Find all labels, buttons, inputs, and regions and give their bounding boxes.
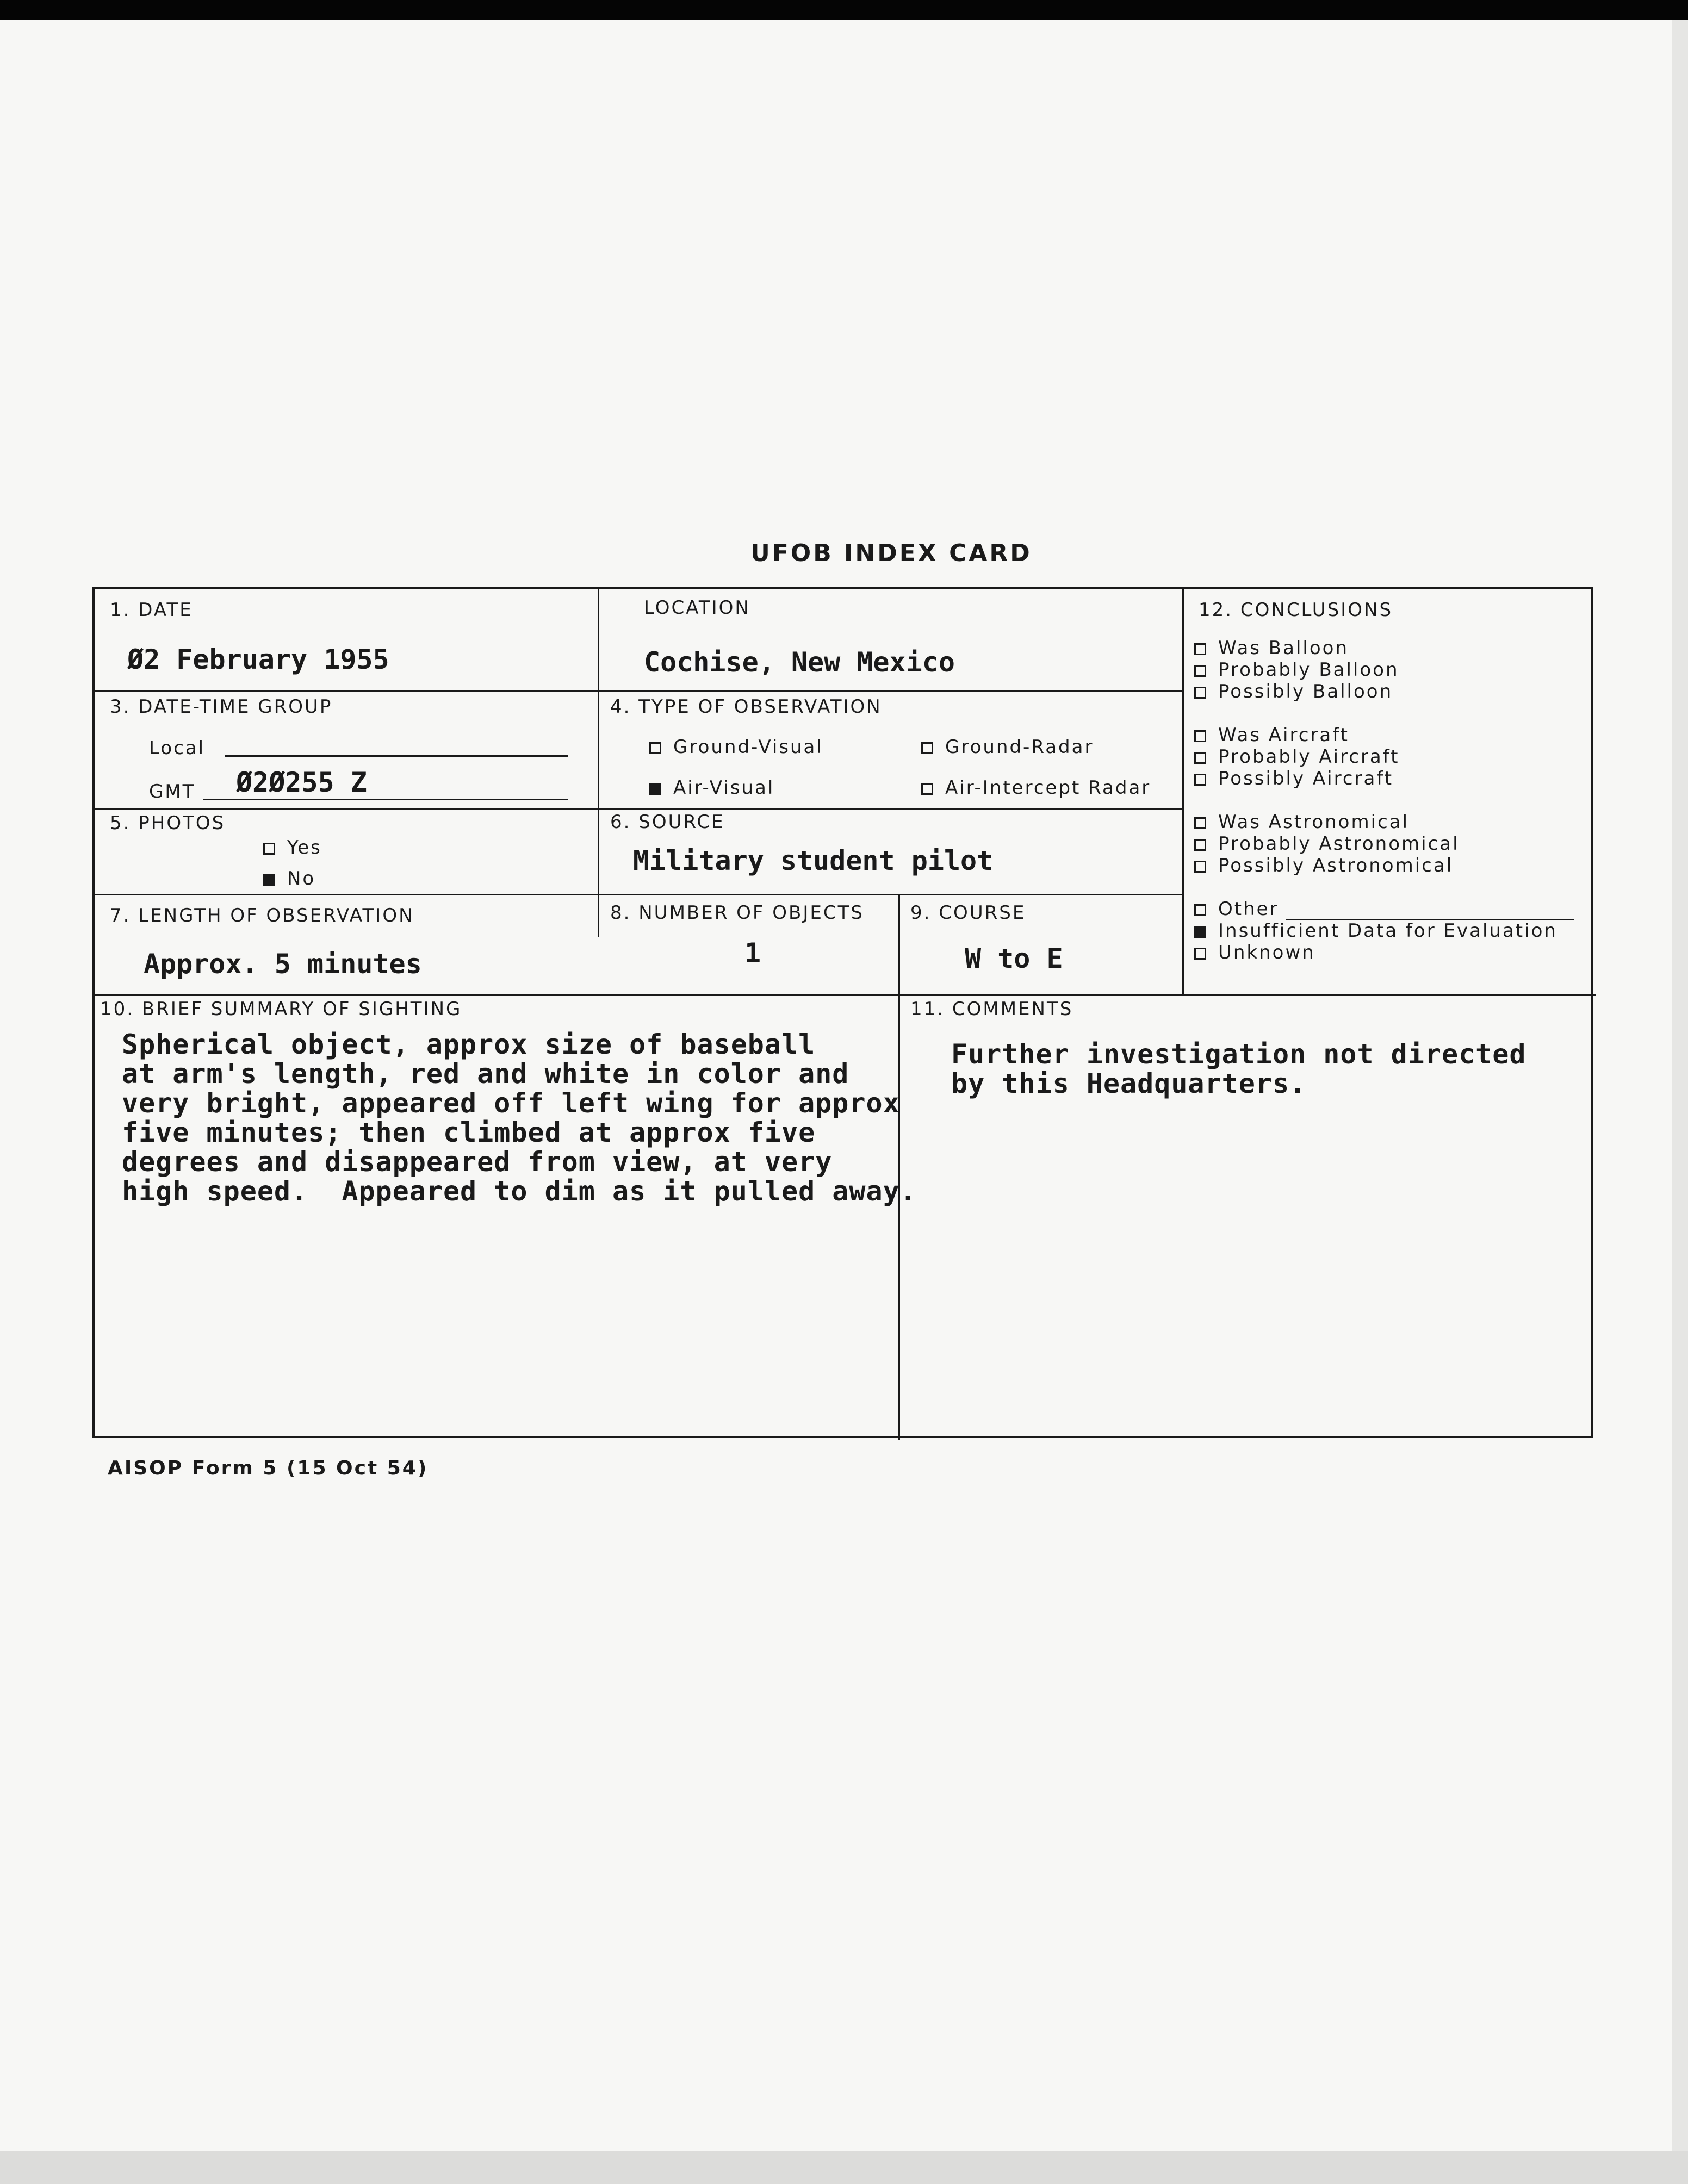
checkbox-icon [649, 742, 661, 754]
location-label: LOCATION [644, 597, 750, 619]
checkbox-icon [921, 742, 933, 754]
summary-line: Spherical object, approx size of baseball [122, 1029, 816, 1060]
form-id: AISOP Form 5 (15 Oct 54) [108, 1457, 429, 1479]
conclusion-was-aircraft[interactable]: Was Aircraft [1194, 724, 1349, 746]
index-card [92, 587, 1593, 1438]
comments-line: by this Headquarters. [951, 1068, 1307, 1099]
film-border-bottom [0, 2151, 1688, 2184]
conclusion-probably-balloon[interactable]: Probably Balloon [1194, 659, 1399, 681]
date-label: 1. DATE [110, 599, 193, 621]
type-obs-air-visual[interactable]: Air-Visual [649, 777, 774, 799]
summary-line: very bright, appeared off left wing for approx [122, 1087, 900, 1119]
dtg-gmt-line [203, 799, 568, 800]
dtg-local-label: Local [149, 737, 206, 759]
conclusion-possibly-aircraft[interactable]: Possibly Aircraft [1194, 768, 1393, 789]
source-label: 6. SOURCE [610, 811, 725, 833]
num-objects-label: 8. NUMBER OF OBJECTS [610, 902, 864, 924]
type-obs-ground-visual[interactable]: Ground-Visual [649, 736, 823, 758]
checkbox-icon [263, 843, 275, 855]
checkbox-icon [1194, 948, 1206, 960]
summary-line: five minutes; then climbed at approx five [122, 1117, 816, 1148]
checkbox-icon [921, 783, 933, 795]
card-title: UFOB INDEX CARD [750, 539, 1032, 567]
summary-line: high speed. Appeared to dim as it pulled away. [122, 1175, 917, 1207]
conclusion-possibly-balloon[interactable]: Possibly Balloon [1194, 681, 1393, 702]
photos-yes[interactable]: Yes [263, 837, 322, 858]
conclusion-possibly-astronomical[interactable]: Possibly Astronomical [1194, 855, 1453, 876]
location-value: Cochise, New Mexico [644, 646, 955, 678]
checkbox-checked-icon [649, 783, 661, 795]
checkbox-checked-icon [1194, 926, 1206, 938]
photos-no[interactable]: No [263, 868, 315, 889]
checkbox-icon [1194, 643, 1206, 655]
conclusions-label: 12. CONCLUSIONS [1199, 599, 1393, 621]
course-label: 9. COURSE [910, 902, 1026, 924]
summary-label: 10. BRIEF SUMMARY OF SIGHTING [100, 998, 462, 1020]
checkbox-icon [1194, 730, 1206, 742]
conclusion-probably-aircraft[interactable]: Probably Aircraft [1194, 746, 1399, 768]
conclusion-other[interactable]: Other [1194, 898, 1279, 920]
type-obs-label: 4. TYPE OF OBSERVATION [610, 696, 882, 718]
checkbox-checked-icon [263, 874, 275, 886]
course-value: W to E [965, 943, 1063, 974]
conclusion-probably-astronomical[interactable]: Probably Astronomical [1194, 833, 1460, 855]
checkbox-icon [1194, 687, 1206, 699]
conclusion-insufficient-data[interactable]: Insufficient Data for Evaluation [1194, 920, 1557, 942]
checkbox-icon [1194, 861, 1206, 873]
conclusion-unknown[interactable]: Unknown [1194, 942, 1315, 963]
checkbox-icon [1194, 839, 1206, 851]
checkbox-icon [1194, 904, 1206, 916]
checkbox-icon [1194, 665, 1206, 677]
type-obs-ground-radar[interactable]: Ground-Radar [921, 736, 1094, 758]
summary-line: at arm's length, red and white in color and [122, 1058, 849, 1090]
comments-line: Further investigation not directed [951, 1038, 1526, 1070]
film-border-right [1672, 20, 1688, 2184]
checkbox-icon [1194, 817, 1206, 829]
type-obs-air-intercept-radar[interactable]: Air-Intercept Radar [921, 777, 1151, 799]
film-border-top [0, 0, 1688, 20]
checkbox-icon [1194, 774, 1206, 786]
dtg-label: 3. DATE-TIME GROUP [110, 696, 333, 718]
conclusion-was-astronomical[interactable]: Was Astronomical [1194, 811, 1409, 833]
date-value: Ø2 February 1955 [127, 644, 389, 675]
dtg-gmt-label: GMT [149, 781, 196, 802]
checkbox-icon [1194, 752, 1206, 764]
num-objects-value: 1 [744, 937, 761, 969]
length-value: Approx. 5 minutes [144, 948, 422, 980]
dtg-local-line [225, 755, 568, 757]
summary-line: degrees and disappeared from view, at very [122, 1146, 833, 1178]
source-value: Military student pilot [633, 845, 994, 876]
comments-label: 11. COMMENTS [910, 998, 1073, 1020]
photos-label: 5. PHOTOS [110, 812, 226, 834]
length-label: 7. LENGTH OF OBSERVATION [110, 905, 414, 926]
conclusion-was-balloon[interactable]: Was Balloon [1194, 637, 1349, 659]
dtg-gmt-value: Ø2Ø255 Z [236, 767, 367, 798]
